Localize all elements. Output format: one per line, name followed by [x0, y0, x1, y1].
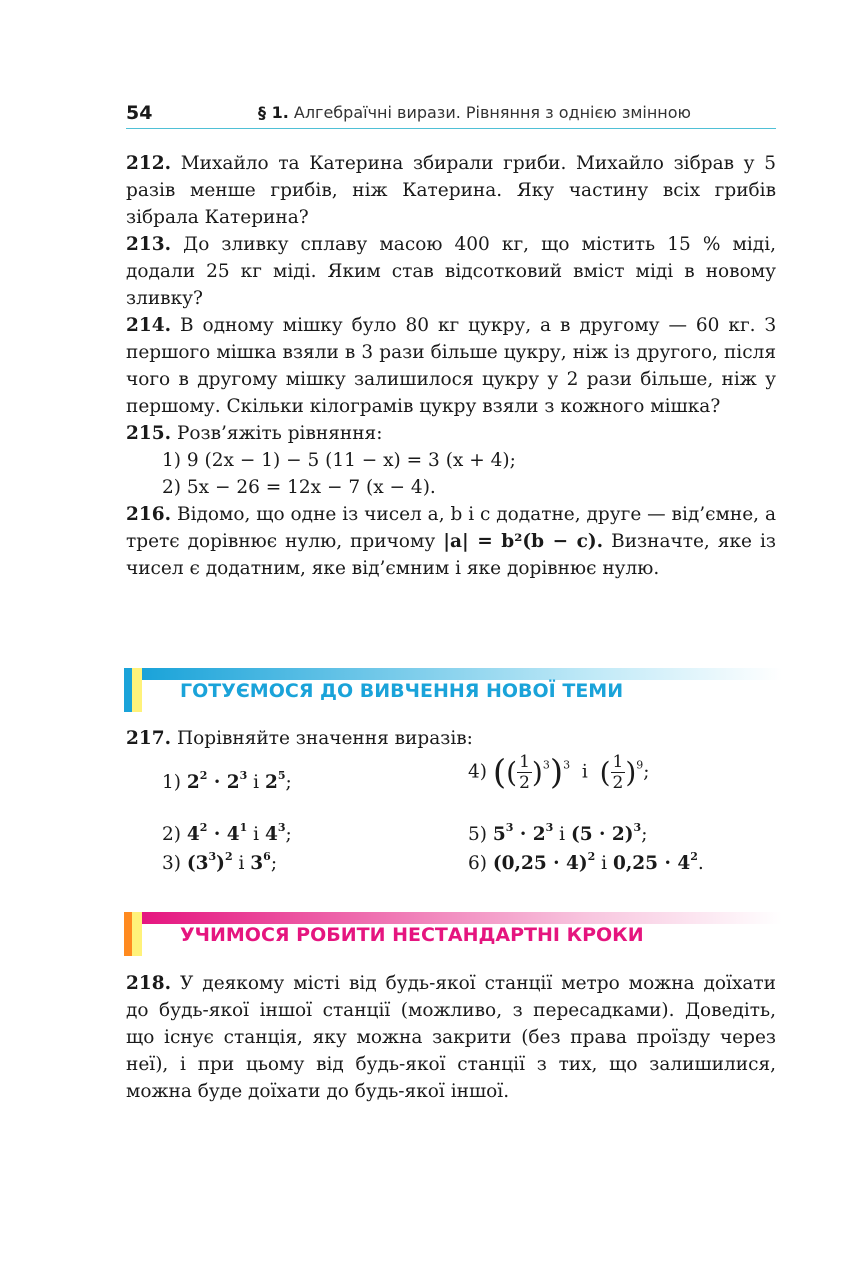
exercises-block-1	[126, 150, 776, 582]
problem-number: 216.	[126, 504, 172, 525]
problem-number: 218.	[126, 973, 172, 994]
section-banner-prepare	[124, 668, 784, 712]
problem-text: Михайло та Катерина збирали гриби. Михайло зібрав у 5 разів менше грибів, ніж Катерина. Яку частину всіх грибів зібрала Катерина?	[126, 153, 776, 228]
running-head	[258, 103, 691, 122]
problem-number: 213.	[126, 234, 172, 255]
problem-215	[126, 420, 776, 447]
banner-accent-bar	[132, 912, 142, 956]
item-6: 6) $(0,25 \cdot 4)^2$ і $0,25 \cdot 4^2$.	[468, 850, 704, 874]
problem-217	[126, 725, 776, 752]
problem-number: 215.	[126, 423, 172, 444]
banner-accent-bar	[124, 668, 132, 712]
problem-217-statement	[126, 725, 776, 752]
problem-218	[126, 970, 776, 1105]
problem-text: Відомо, що одне із чисел a, b і c додатне, друге — від’ємне, а третє дорівнює нулю, причому	[126, 504, 776, 552]
problem-213	[126, 231, 776, 312]
section-banner-nonstandard	[124, 912, 784, 956]
problem-text: У деякому місті від будь-якої станції метро можна доїхати до будь-якої іншої станції (можливо, з пересадками). Доведіть, що існує станція, яку можна закрити (без права проїзду через неї), і при цьому від будь-якої станції з тих, що залишилися, можна буде доїхати до будь-якої іншої.	[126, 973, 776, 1102]
problem-text: В одному мішку було 80 кг цукру, а в другому — 60 кг. З першого мішка взяли в 3 рази більше цукру, ніж із другого, після чого в другому мішку залишилося цукру у 2 рази більше, ніж у першому. Скільки кілограмів цукру взяли з кожного мішка?	[126, 315, 776, 417]
banner-title: ГОТУЄМОСЯ ДО ВИВЧЕННЯ НОВОЇ ТЕМИ	[180, 680, 624, 702]
banner-accent-bar	[132, 668, 142, 712]
equation-1: 1) 9 (2x − 1) − 5 (11 − x) = 3 (x + 4);	[162, 450, 516, 471]
section-title: Алгебраїчні вирази. Рівняння з однією змінною	[293, 103, 692, 122]
problem-218-statement	[126, 970, 776, 1105]
item-4: 4) (( $\frac{1}{2}$ )$^3$)$^3$ і ( $\frac{1}{2}$ )$^9$;	[468, 752, 650, 793]
problem-number: 217.	[126, 728, 172, 749]
banner-accent-bar	[124, 912, 132, 956]
item-1: 1) $2^2 \cdot 2^3$ і $2^5$;	[162, 769, 292, 793]
banner-gradient	[142, 912, 782, 924]
banner-gradient	[142, 668, 782, 680]
item-3: 3) $(3^3)^2$ і $3^6$;	[162, 850, 278, 874]
banner-title: УЧИМОСЯ РОБИТИ НЕСТАНДАРТНІ КРОКИ	[180, 924, 644, 946]
problem-214	[126, 312, 776, 420]
formula: |a| = b²(b − c).	[443, 531, 604, 552]
problem-text: До зливку сплаву масою 400 кг, що містить 15 % міді, додали 25 кг міді. Яким став відсотковий вміст міді в новому зливку?	[126, 234, 776, 309]
item-5: 5) $5^3 \cdot 2^3$ і $(5 \cdot 2)^3$;	[468, 821, 648, 845]
problem-number: 212.	[126, 153, 172, 174]
problem-216	[126, 501, 776, 582]
page-header	[126, 100, 776, 129]
problem-text: Порівняйте значення виразів:	[176, 728, 473, 749]
item-2: 2) $4^2 \cdot 4^1$ і $4^3$;	[162, 821, 292, 845]
page-number: 54	[126, 102, 153, 124]
equation-2: 2) 5x − 26 = 12x − 7 (x − 4).	[162, 477, 436, 498]
section-number: § 1.	[258, 103, 289, 122]
problem-212	[126, 150, 776, 231]
problem-text: Розв’яжіть рівняння:	[176, 423, 383, 444]
problem-text-continued: Визначте, яке із чисел є додатним, яке від’ємним і яке дорівнює нулю.	[126, 531, 776, 579]
problem-number: 214.	[126, 315, 172, 336]
